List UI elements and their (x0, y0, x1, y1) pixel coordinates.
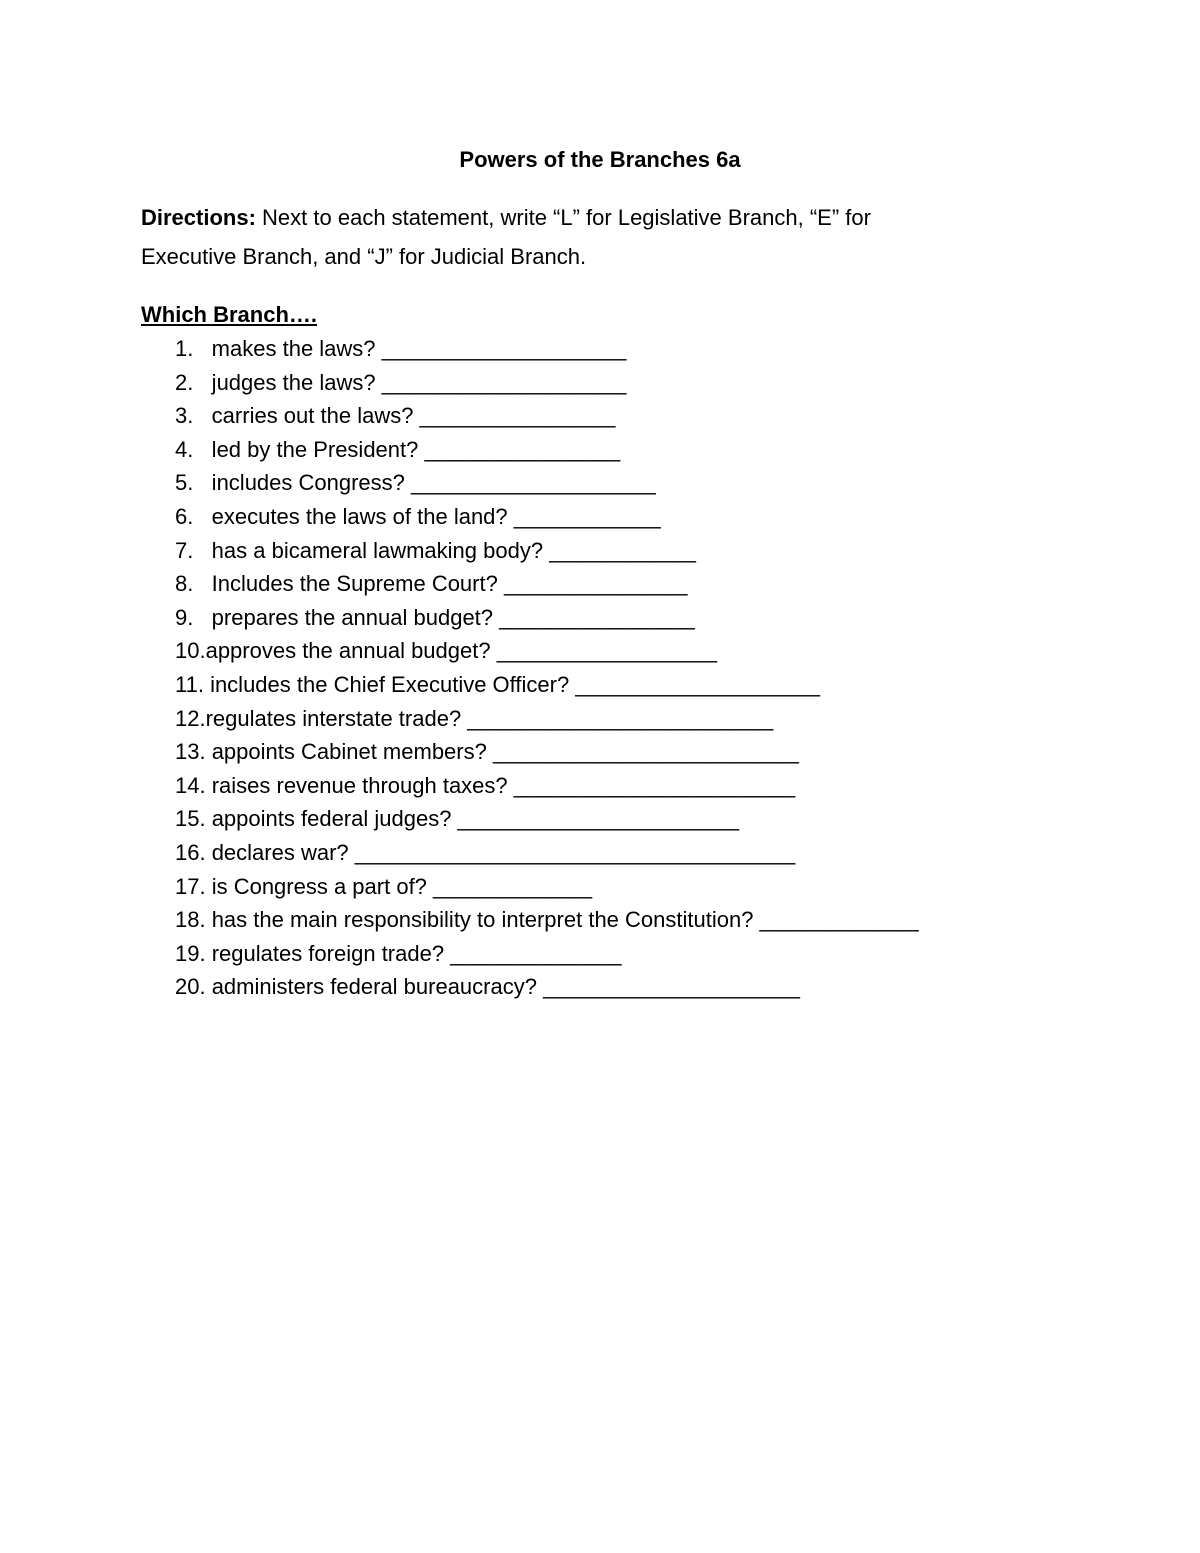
question-item: 10.approves the annual budget? __________________ (175, 638, 717, 664)
question-item: 19. regulates foreign trade? ______________ (175, 940, 622, 966)
question-item: 16. declares war? ____________________________________ (175, 839, 796, 865)
question-item: 3. carries out the laws? ________________ (175, 403, 616, 429)
question-item: 14. raises revenue through taxes? _______________________ (175, 772, 796, 798)
question-item: 2. judges the laws? ____________________ (175, 369, 627, 395)
directions-text-line2: Executive Branch, and “J” for Judicial Branch. (141, 244, 587, 269)
question-item: 4. led by the President? ________________ (175, 436, 621, 462)
directions (141, 198, 1041, 276)
question-item: 5. includes Congress? ____________________ (175, 470, 656, 496)
question-item: 6. executes the laws of the land? ____________ (175, 503, 661, 529)
question-item: 8. Includes the Supreme Court? _______________ (175, 571, 688, 597)
question-item: 15. appoints federal judges? _______________________ (175, 806, 739, 832)
question-item: 11. includes the Chief Executive Officer? ____________________ (175, 671, 820, 697)
question-item: 7. has a bicameral lawmaking body? ____________ (175, 537, 697, 563)
section-heading: Which Branch…. (141, 302, 318, 327)
directions-text-line1: Next to each statement, write “L” for Legislative Branch, “E” for (255, 205, 871, 230)
question-item: 13. appoints Cabinet members? _________________________ (175, 739, 799, 765)
page-title: Powers of the Branches 6a (459, 147, 741, 172)
question-item: 18. has the main responsibility to interpret the Constitution? _____________ (175, 907, 919, 933)
question-item: 20. administers federal bureaucracy? _____________________ (175, 974, 801, 1000)
question-item: 12.regulates interstate trade? _________________________ (175, 705, 774, 731)
question-list (175, 332, 919, 1004)
question-item: 1. makes the laws? ____________________ (175, 336, 627, 361)
directions-label: Directions: (141, 205, 256, 230)
question-item: 9. prepares the annual budget? ________________ (175, 604, 695, 630)
question-item: 17. is Congress a part of? _____________ (175, 873, 593, 899)
